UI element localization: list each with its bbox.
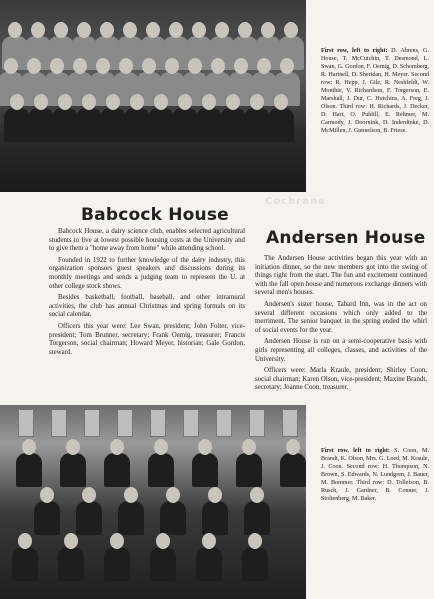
andersen-paragraph: Officers were: Marla Kraule, president; Shirley Coon, social chairman; Karen Olson, vice-president; Maxine Brandt, secretary; Joanne Coon, treasurer. <box>255 367 427 392</box>
andersen-person-head <box>250 487 264 503</box>
babcock-person-head <box>73 58 87 74</box>
andersen-person-body <box>280 453 306 487</box>
babcock-person-head <box>119 58 133 74</box>
andersen-person-head <box>110 439 124 455</box>
babcock-person-head <box>178 94 192 110</box>
andersen-person-body <box>202 501 228 535</box>
andersen-person-head <box>202 533 216 549</box>
babcock-person-head <box>96 58 110 74</box>
andersen-person-body <box>244 501 270 535</box>
babcock-paragraph: Officers this year were: Lee Swan, president; John Folter, vice-president; Tom Brunner, secretary; Frank Oemig, treasurer; Francis Torgerson, social chairman; Howard Meyer, historian; Gale Gordon, steward. <box>49 322 245 356</box>
babcock-person-head <box>169 22 183 38</box>
andersen-paragraph: The Andersen House activities began this year with an initiation dinner, so the new members got into the swing of things right from the start. The fun and excitement continued with the fall open house and numerous exchange dinners with several men's houses. <box>255 255 427 297</box>
andersen-paragraph: Andersen House is run on a semi-cooperative basis with girls representing all colleges, classes, and activities of the University. <box>255 338 427 363</box>
babcock-person-head <box>34 94 48 110</box>
babcock-person-body <box>148 108 174 142</box>
caption-lead: First row, left to right: <box>321 448 390 454</box>
andersen-person-body <box>160 501 186 535</box>
building-window <box>150 409 166 437</box>
babcock-person-head <box>215 22 229 38</box>
babcock-person-head <box>58 94 72 110</box>
babcock-person-head <box>234 58 248 74</box>
building-window <box>18 409 34 437</box>
babcock-person-head <box>27 58 41 74</box>
babcock-person-body <box>28 108 54 142</box>
babcock-person-body <box>220 108 246 142</box>
andersen-person-head <box>124 487 138 503</box>
babcock-article <box>49 228 245 360</box>
reverse-page-show-through: Cochrane <box>265 196 326 207</box>
andersen-person-body <box>236 453 262 487</box>
andersen-person-head <box>242 439 256 455</box>
babcock-paragraph: Besides basketball, football, baseball, and other intramural activities, the club has annual Christmas and spring formals on its social calendar. <box>49 294 245 319</box>
babcock-person-head <box>4 58 18 74</box>
babcock-person-head <box>202 94 216 110</box>
andersen-person-head <box>248 533 262 549</box>
andersen-heading: Andersen House <box>266 228 426 248</box>
andersen-person-head <box>82 487 96 503</box>
babcock-person-head <box>274 94 288 110</box>
babcock-person-head <box>250 94 264 110</box>
babcock-person-head <box>146 22 160 38</box>
andersen-person-body <box>118 501 144 535</box>
andersen-person-head <box>64 533 78 549</box>
babcock-person-head <box>106 94 120 110</box>
babcock-person-head <box>130 94 144 110</box>
andersen-person-head <box>208 487 222 503</box>
building-window <box>249 409 265 437</box>
babcock-person-head <box>284 22 298 38</box>
andersen-person-head <box>156 533 170 549</box>
andersen-person-body <box>76 501 102 535</box>
andersen-person-body <box>60 453 86 487</box>
babcock-person-head <box>77 22 91 38</box>
andersen-person-head <box>110 533 124 549</box>
babcock-photo-caption <box>321 47 429 135</box>
babcock-person-head <box>257 58 271 74</box>
andersen-group-photo <box>0 405 306 599</box>
andersen-person-body <box>34 501 60 535</box>
babcock-person-head <box>188 58 202 74</box>
caption-lead: First row, left to right: <box>321 48 388 54</box>
babcock-person-head <box>211 58 225 74</box>
andersen-person-body <box>12 547 38 581</box>
andersen-person-body <box>16 453 42 487</box>
babcock-person-head <box>10 94 24 110</box>
andersen-person-body <box>242 547 268 581</box>
babcock-person-head <box>82 94 96 110</box>
babcock-person-body <box>124 108 150 142</box>
building-window <box>117 409 133 437</box>
babcock-person-body <box>76 108 102 142</box>
andersen-person-body <box>196 547 222 581</box>
babcock-group-photo <box>0 0 306 192</box>
babcock-person-head <box>154 94 168 110</box>
andersen-person-head <box>66 439 80 455</box>
babcock-paragraph: Babcock House, a dairy science club, enables selected agricultural students to live at lowest possible housing costs at the University and to give them a "home away from home" while attending school. <box>49 228 245 253</box>
babcock-person-head <box>31 22 45 38</box>
building-window <box>183 409 199 437</box>
andersen-paragraph: Andersen's sister house, Tabard Inn, was in the act on several different occasions which only added to the merriment. The senior banquet in the spring ended the whirl of social events for the year. <box>255 300 427 334</box>
andersen-person-head <box>286 439 300 455</box>
andersen-article <box>255 255 427 396</box>
andersen-person-body <box>150 547 176 581</box>
building-window <box>216 409 232 437</box>
babcock-person-head <box>165 58 179 74</box>
andersen-person-body <box>148 453 174 487</box>
andersen-person-body <box>192 453 218 487</box>
babcock-person-head <box>261 22 275 38</box>
andersen-person-body <box>58 547 84 581</box>
babcock-person-body <box>268 108 294 142</box>
babcock-person-head <box>280 58 294 74</box>
andersen-person-head <box>154 439 168 455</box>
building-window <box>51 409 67 437</box>
babcock-person-head <box>100 22 114 38</box>
babcock-person-head <box>238 22 252 38</box>
babcock-person-body <box>244 108 270 142</box>
andersen-person-head <box>166 487 180 503</box>
babcock-person-head <box>142 58 156 74</box>
building-window <box>84 409 100 437</box>
andersen-person-body <box>104 453 130 487</box>
andersen-person-head <box>22 439 36 455</box>
babcock-person-body <box>196 108 222 142</box>
babcock-paragraph: Founded in 1922 to further knowledge of the dairy industry, this organization sponsors guest speakers and discussions during its monthly meetings and sends a judging team to represent the U. at other college stock shows. <box>49 256 245 290</box>
andersen-person-head <box>198 439 212 455</box>
caption-names: D. Ahrens, G. House, T. McCutchin, T. Desmond, L. Swan, G. Gordon, F. Oemig, D. Schomberg, R. Hartnell, D. Sheridan, H. Meyer. Second row: R. Hepp, J. Gile, R. Neshfeldt, W. Monthie, V. Richardson, F. Torgerson, E. Marshall, J. Dur, C. Hutchins, A. Freg, J. Olson. Third row: H. Richards, J. Decker, D. Hart, O. Puhlill, E. Rehmer, M. Carmody, J. Doornink, D. Inderdinke, D. McMillen, J. Gunnelson, B. Friese. <box>321 48 429 134</box>
babcock-person-head <box>192 22 206 38</box>
andersen-person-head <box>18 533 32 549</box>
babcock-person-body <box>100 108 126 142</box>
babcock-person-body <box>4 108 30 142</box>
andersen-person-head <box>40 487 54 503</box>
andersen-photo-caption <box>321 447 429 503</box>
babcock-person-head <box>226 94 240 110</box>
babcock-person-head <box>54 22 68 38</box>
babcock-person-body <box>52 108 78 142</box>
caption-names: S. Coon, M. Brandt, K. Olson, Mrs. G. Loed, M. Kraule, J. Coon. Second row: H. Thompson, N. Brown, S. Edwards, N. Lundgren, J. Bauer, M. Bommer. Third row: D. Tollefson, B. Rusch, J. Gardner, B. Conner, J. Stoltenberg, M. Baker. <box>321 448 429 502</box>
babcock-person-head <box>50 58 64 74</box>
babcock-person-body <box>172 108 198 142</box>
babcock-person-head <box>123 22 137 38</box>
babcock-heading: Babcock House <box>81 205 229 225</box>
andersen-person-body <box>104 547 130 581</box>
babcock-person-head <box>8 22 22 38</box>
building-window <box>282 409 298 437</box>
